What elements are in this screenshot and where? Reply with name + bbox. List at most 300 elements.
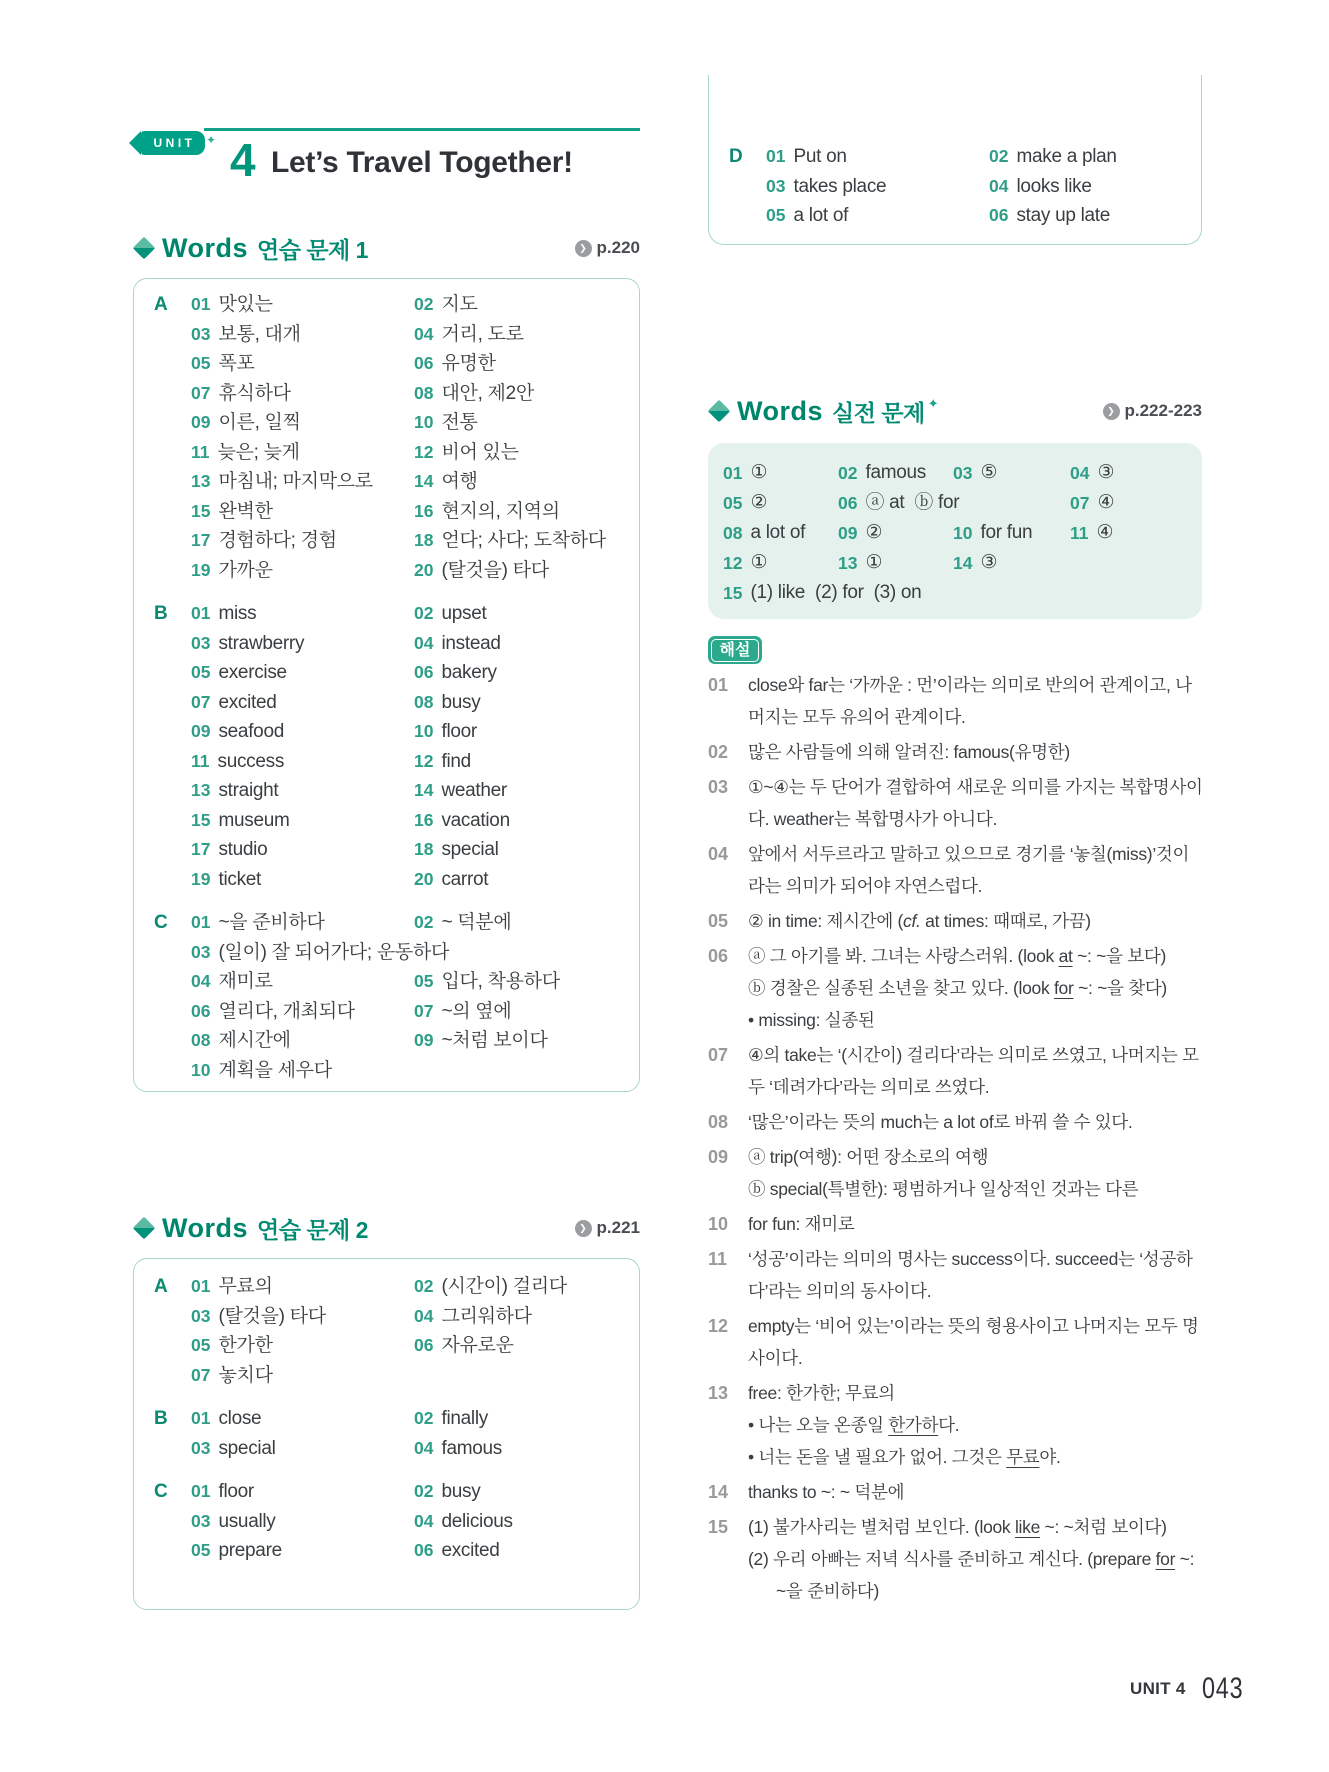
- item-text: 대안, 제2안: [441, 382, 534, 404]
- item-number: 03: [766, 175, 786, 196]
- item-number: 06: [989, 205, 1009, 225]
- chevron-right-icon: ❯: [575, 1220, 592, 1237]
- explanation-item: [708, 940, 1205, 1036]
- item-text: ~을 준비하다: [218, 912, 325, 933]
- item-number: 10: [414, 412, 434, 432]
- item-number: 06: [191, 1000, 211, 1021]
- explanation-body: ⓐ 그 아기를 봐. 그녀는 사랑스러워. (look at ~: ~을 보다) ⓑ 경찰은 실종된 소년을 찾고 있다. (look for ~: ~을 찾다) • missing: 실종된: [748, 946, 1167, 1030]
- item-text: instead: [441, 632, 501, 654]
- word-item: [191, 320, 414, 350]
- answer-number: 02: [838, 463, 858, 483]
- page-footer: [1130, 1672, 1255, 1706]
- item-text: 열리다, 개최되다: [218, 1000, 355, 1022]
- item-number: 18: [414, 530, 434, 550]
- item-text: carrot: [441, 868, 489, 890]
- word-item: [414, 835, 637, 865]
- item-number: 20: [414, 559, 434, 580]
- item-number: 08: [414, 382, 434, 403]
- item-number: 09: [414, 1030, 434, 1050]
- word-item: [414, 908, 637, 938]
- item-text: 계획을 세우다: [218, 1059, 332, 1081]
- answer-number: 15: [723, 583, 743, 603]
- answer-item: [953, 548, 1070, 578]
- item-number: 06: [414, 353, 434, 373]
- word-item: [191, 967, 414, 997]
- word-item: [191, 526, 414, 556]
- item-text: a lot of: [793, 205, 849, 226]
- explanation-badge-label: 해설: [711, 639, 760, 662]
- footer-unit-label: UNIT 4: [1130, 1679, 1186, 1698]
- answer-number: 06: [838, 493, 858, 513]
- item-text: delicious: [441, 1510, 513, 1532]
- word-item: [191, 1361, 414, 1391]
- item-number: 05: [414, 971, 434, 991]
- item-number: 17: [191, 839, 211, 859]
- item-number: 03: [191, 1305, 211, 1326]
- word-item: [191, 438, 414, 468]
- item-text: 보통, 대개: [218, 323, 301, 345]
- explanation-badge: [708, 636, 762, 664]
- section-title: 실전 문제: [832, 399, 925, 426]
- item-number: 02: [414, 1408, 434, 1428]
- answer-item: [1070, 518, 1202, 548]
- item-number: 19: [191, 559, 211, 580]
- word-item: [989, 172, 1212, 202]
- answer-item: [838, 458, 953, 488]
- word-item: [191, 717, 414, 747]
- explanation-number: 15: [708, 1517, 729, 1537]
- explanation-body: ①~④는 두 단어가 결합하여 새로운 의미를 가지는 복합명사이다. weather는 복합명사가 아니다.: [748, 777, 1203, 829]
- item-number: 03: [191, 323, 211, 344]
- item-text: prepare: [218, 1540, 282, 1561]
- word-item: [191, 467, 414, 497]
- word-item: [191, 865, 414, 895]
- item-text: busy: [441, 691, 481, 713]
- answer-number: 11: [1070, 523, 1089, 543]
- item-number: 12: [414, 441, 434, 462]
- item-number: 03: [191, 1437, 211, 1458]
- practice1-box: [133, 278, 640, 1092]
- word-item: [414, 865, 637, 895]
- word-item: [766, 142, 989, 172]
- item-text: ~의 옆에: [441, 1000, 512, 1022]
- word-item: [989, 142, 1212, 172]
- answer-item: [723, 548, 838, 578]
- word-group: [154, 908, 639, 1085]
- item-number: 16: [414, 500, 434, 521]
- diamond-icon: [133, 1217, 156, 1240]
- answer-value: famous: [865, 462, 926, 483]
- word-item: [191, 290, 414, 320]
- item-text: 비어 있는: [441, 441, 519, 463]
- word-item: [414, 1272, 637, 1302]
- item-number: 01: [191, 603, 211, 623]
- word-item: [191, 1536, 414, 1566]
- group-label: C: [154, 1481, 168, 1502]
- answer-number: 12: [723, 553, 743, 573]
- item-number: 05: [766, 205, 786, 225]
- item-number: 05: [191, 1335, 211, 1355]
- item-number: 04: [989, 175, 1009, 196]
- item-text: (탈것을) 타다: [441, 559, 549, 581]
- item-text: finally: [441, 1408, 488, 1429]
- practice2-box: [133, 1258, 640, 1610]
- item-number: 04: [191, 971, 211, 991]
- item-text: bakery: [441, 662, 497, 683]
- word-item: [414, 1507, 637, 1537]
- item-text: ~처럼 보이다: [441, 1030, 548, 1051]
- answer-item: [1070, 458, 1202, 488]
- item-text: looks like: [1016, 175, 1092, 197]
- word-item: [191, 776, 414, 806]
- words-logo: Words: [162, 232, 249, 263]
- answer-grid: [723, 458, 1202, 608]
- explanation-item: [708, 771, 1205, 835]
- word-item: [766, 172, 989, 202]
- answer-value: ③: [1097, 462, 1115, 483]
- item-number: 06: [414, 1335, 434, 1355]
- explanation-body: empty는 ‘비어 있는’이라는 뜻의 형용사이고 나머지는 모두 명사이다.: [748, 1316, 1199, 1368]
- item-text: 폭포: [218, 353, 255, 374]
- item-number: 16: [414, 809, 434, 830]
- word-item: [414, 526, 637, 556]
- item-text: 거리, 도로: [441, 323, 524, 345]
- item-text: 제시간에: [218, 1030, 291, 1051]
- explanation-body: for fun: 재미로: [748, 1214, 855, 1234]
- group-label: A: [154, 1276, 168, 1297]
- word-item: [191, 1507, 414, 1537]
- word-item: [191, 1331, 414, 1361]
- unit-top-rule: [204, 128, 640, 131]
- answer-item: [723, 518, 838, 548]
- word-item: [191, 1272, 414, 1302]
- item-number: 04: [414, 1510, 434, 1531]
- answer-value: ④: [1096, 522, 1114, 543]
- word-item: [191, 806, 414, 836]
- item-text: special: [218, 1437, 276, 1459]
- item-text: 이른, 일찍: [218, 412, 301, 433]
- item-number: 11: [191, 441, 210, 462]
- item-text: strawberry: [218, 632, 305, 654]
- item-number: 13: [191, 471, 211, 491]
- answer-number: 03: [953, 463, 973, 483]
- word-item: [414, 408, 637, 438]
- explanation-item: [708, 736, 1205, 768]
- answer-value: ③: [980, 552, 998, 573]
- answer-item: [838, 518, 953, 548]
- answer-item: [723, 458, 838, 488]
- group-items: [191, 1404, 639, 1463]
- explanation-number: 05: [708, 911, 729, 931]
- group-items: [191, 599, 639, 894]
- page-ref-label: p.221: [596, 1218, 640, 1237]
- word-item: [191, 599, 414, 629]
- item-text: 그리워하다: [441, 1305, 532, 1327]
- word-item: [191, 1026, 414, 1056]
- item-text: 맛있는: [218, 294, 273, 315]
- word-item: [191, 997, 414, 1027]
- word-item: [414, 629, 637, 659]
- explanation-body: (1) 불가사리는 별처럼 보인다. (look like ~: ~처럼 보이다) (2) 우리 아빠는 저녁 식사를 준비하고 계신다. (prepare for ~: ~을 준비하다): [748, 1517, 1195, 1601]
- answer-value: for fun: [980, 522, 1033, 543]
- word-item: [191, 1056, 414, 1086]
- item-number: 02: [414, 1481, 434, 1501]
- answer-number: 01: [723, 463, 743, 483]
- word-item: [766, 201, 989, 231]
- answer-number: 09: [838, 523, 858, 543]
- item-number: 14: [414, 471, 434, 491]
- word-item: [414, 997, 637, 1027]
- item-text: famous: [441, 1437, 502, 1459]
- answer-item: [1070, 488, 1202, 518]
- explanation-body: ‘많은’이라는 뜻의 much는 a lot of로 바꿔 쓸 수 있다.: [748, 1112, 1133, 1132]
- answer-number: 04: [1070, 463, 1090, 483]
- explanation-number: 09: [708, 1147, 729, 1167]
- item-text: busy: [441, 1481, 481, 1502]
- item-text: weather: [441, 780, 507, 801]
- item-text: excited: [218, 691, 277, 713]
- item-number: 04: [414, 1437, 434, 1458]
- explanation-body: ④의 take는 ‘(시간이) 걸리다’라는 의미로 쓰였고, 나머지는 모두 ‘데려가다’라는 의미로 쓰였다.: [748, 1045, 1199, 1097]
- page-ref-label: p.220: [596, 238, 640, 257]
- item-number: 01: [191, 1276, 211, 1296]
- word-item: [191, 408, 414, 438]
- word-item: [414, 438, 637, 468]
- item-text: success: [217, 750, 285, 772]
- explanation-body: ② in time: 제시간에 (cf. at times: 때때로, 가끔): [748, 911, 1091, 931]
- item-text: 얻다; 사다; 도착하다: [441, 530, 606, 551]
- item-text: 전통: [441, 412, 478, 433]
- item-number: 09: [191, 412, 211, 432]
- word-group: [154, 1477, 639, 1566]
- footer-page-number: 043: [1201, 1672, 1244, 1705]
- item-text: takes place: [793, 175, 887, 197]
- answer-value: ①: [750, 462, 768, 483]
- item-number: 15: [191, 809, 211, 830]
- unit-title: Let’s Travel Together!: [271, 146, 573, 179]
- word-group: [154, 290, 639, 585]
- answer-value: ④: [1097, 492, 1115, 513]
- section-header-practice2: [133, 1213, 640, 1243]
- item-number: 01: [766, 146, 786, 166]
- page-reference: [1103, 401, 1203, 421]
- item-text: ~ 덕분에: [441, 912, 512, 933]
- explanation-number: 14: [708, 1482, 729, 1502]
- words-logo: Words: [737, 395, 824, 426]
- word-item: [191, 938, 637, 968]
- item-number: 01: [191, 1408, 211, 1428]
- word-item: [414, 717, 637, 747]
- item-text: 마침내; 마지막으로: [218, 471, 373, 492]
- word-item: [191, 497, 414, 527]
- word-group: [154, 599, 639, 894]
- word-item: [414, 806, 637, 836]
- explanation-number: 02: [708, 742, 729, 762]
- group-label: A: [154, 294, 168, 315]
- item-text: 한가한: [218, 1335, 273, 1356]
- item-number: 02: [989, 146, 1009, 166]
- item-number: 04: [414, 323, 434, 344]
- explanation-list: [708, 669, 1205, 1610]
- actual-answers-box: [708, 443, 1202, 619]
- item-text: exercise: [218, 662, 287, 683]
- item-number: 02: [414, 912, 434, 932]
- item-number: 02: [414, 1276, 434, 1296]
- word-item: [191, 349, 414, 379]
- page-reference: [575, 238, 640, 258]
- item-number: 08: [414, 691, 434, 712]
- item-text: 여행: [441, 471, 478, 492]
- item-number: 07: [414, 1000, 434, 1021]
- explanation-body: free: 한가한; 무료의 • 나는 오늘 온종일 한가하다. • 너는 돈을 낼 필요가 없어. 그것은 무료야.: [748, 1383, 1061, 1467]
- answer-value: ⑤: [980, 462, 998, 483]
- word-item: [191, 835, 414, 865]
- word-item: [414, 1302, 637, 1332]
- word-item: [191, 1477, 414, 1507]
- item-number: 12: [414, 750, 434, 771]
- explanation-item: [708, 1141, 1205, 1205]
- explanation-item: [708, 1039, 1205, 1103]
- item-number: 03: [191, 1510, 211, 1531]
- item-text: upset: [441, 603, 487, 624]
- section-header-practice1: [133, 233, 640, 263]
- word-item: [414, 349, 637, 379]
- answer-number: 10: [953, 523, 973, 543]
- item-text: 지도: [441, 294, 478, 315]
- explanation-item: [708, 838, 1205, 902]
- word-item: [989, 201, 1212, 231]
- explanation-number: 04: [708, 844, 729, 864]
- item-text: 재미로: [218, 971, 273, 992]
- explanation-item: [708, 1377, 1205, 1473]
- word-item: [414, 379, 637, 409]
- word-item: [191, 1434, 414, 1464]
- answer-item: [723, 488, 838, 518]
- answer-number: 13: [838, 553, 858, 573]
- explanation-body: 앞에서 서두르라고 말하고 있으므로 경기를 ‘놓칠(miss)’것이라는 의미가 되어야 자연스럽다.: [748, 844, 1190, 896]
- item-number: 02: [414, 603, 434, 623]
- word-item: [191, 556, 414, 586]
- explanation-body: 많은 사람들에 의해 알려진: famous(유명한): [748, 742, 1070, 762]
- answer-value: (1) like (2) for (3) on: [750, 582, 922, 603]
- item-text: straight: [218, 780, 279, 801]
- chevron-right-icon: ❯: [1103, 403, 1120, 420]
- word-group: [154, 1404, 639, 1463]
- item-text: 가까운: [218, 559, 273, 581]
- word-item: [191, 747, 414, 777]
- word-group: [729, 142, 1201, 231]
- explanation-body: thanks to ~: ~ 덕분에: [748, 1482, 905, 1502]
- item-number: 05: [191, 662, 211, 682]
- item-number: 19: [191, 868, 211, 889]
- explanation-number: 11: [708, 1249, 728, 1269]
- group-items: [191, 290, 639, 585]
- word-item: [414, 967, 637, 997]
- item-text: excited: [441, 1540, 500, 1561]
- answer-item: [838, 488, 1070, 518]
- item-text: close: [218, 1408, 262, 1429]
- item-text: (일이) 잘 되어가다; 운동하다: [218, 941, 450, 963]
- word-item: [414, 320, 637, 350]
- word-item: [414, 1536, 637, 1566]
- explanation-item: [708, 1511, 1205, 1607]
- word-item: [414, 556, 637, 586]
- item-number: 11: [191, 750, 210, 771]
- item-text: 휴식하다: [218, 382, 291, 404]
- item-text: studio: [218, 839, 268, 860]
- item-text: Put on: [793, 146, 847, 167]
- explanation-item: [708, 1476, 1205, 1508]
- answer-item: [953, 458, 1070, 488]
- item-text: 무료의: [218, 1276, 273, 1297]
- explanation-body: ⓐ trip(여행): 어떤 장소로의 여행 ⓑ special(특별한): 평범하거나 일상적인 것과는 다른: [748, 1147, 1139, 1199]
- item-text: seafood: [218, 721, 284, 742]
- item-number: 06: [414, 1540, 434, 1560]
- item-number: 04: [414, 632, 434, 653]
- item-number: 02: [414, 294, 434, 314]
- item-number: 13: [191, 780, 211, 800]
- answer-number: 08: [723, 523, 743, 543]
- word-item: [414, 1026, 637, 1056]
- explanation-number: 13: [708, 1383, 729, 1403]
- item-number: 07: [191, 691, 211, 712]
- chevron-right-icon: ❯: [575, 240, 592, 257]
- group-items: [766, 142, 1212, 231]
- section-title: 연습 문제 2: [257, 1216, 368, 1243]
- word-item: [191, 1404, 414, 1434]
- item-text: 유명한: [441, 353, 496, 374]
- item-text: 놓치다: [218, 1364, 273, 1386]
- word-item: [191, 908, 414, 938]
- answer-number: 07: [1070, 493, 1090, 513]
- word-item: [191, 629, 414, 659]
- group-items: [191, 1272, 639, 1390]
- item-text: make a plan: [1016, 146, 1117, 167]
- word-item: [414, 688, 637, 718]
- item-text: vacation: [441, 809, 510, 831]
- page-ref-label: p.222-223: [1124, 401, 1202, 420]
- word-item: [414, 290, 637, 320]
- word-group: [154, 1272, 639, 1390]
- explanation-body: ‘성공’이라는 의미의 명사는 success이다. succeed는 ‘성공하다’라는 의미의 동사이다.: [748, 1249, 1193, 1301]
- answer-number: 05: [723, 493, 743, 513]
- sparkle-icon: ✦: [206, 133, 217, 147]
- item-number: 07: [191, 382, 211, 403]
- explanation-item: [708, 1208, 1205, 1240]
- word-item: [414, 1331, 637, 1361]
- group-label: B: [154, 1408, 168, 1429]
- item-text: special: [441, 839, 499, 860]
- explanation-number: 07: [708, 1045, 729, 1065]
- answer-number: 14: [953, 553, 973, 573]
- item-text: museum: [218, 809, 290, 831]
- word-item: [191, 379, 414, 409]
- word-item: [414, 1477, 637, 1507]
- word-item: [414, 658, 637, 688]
- explanation-number: 03: [708, 777, 729, 797]
- section-title: 연습 문제 1: [257, 236, 368, 263]
- group-label: C: [154, 912, 168, 933]
- item-text: usually: [218, 1510, 276, 1532]
- item-text: 현지의, 지역의: [441, 500, 560, 522]
- explanation-number: 10: [708, 1214, 729, 1234]
- item-number: 10: [191, 1059, 211, 1080]
- explanation-item: [708, 669, 1205, 733]
- item-text: floor: [218, 1481, 254, 1502]
- word-item: [414, 497, 637, 527]
- word-item: [191, 1302, 414, 1332]
- item-number: 14: [414, 780, 434, 800]
